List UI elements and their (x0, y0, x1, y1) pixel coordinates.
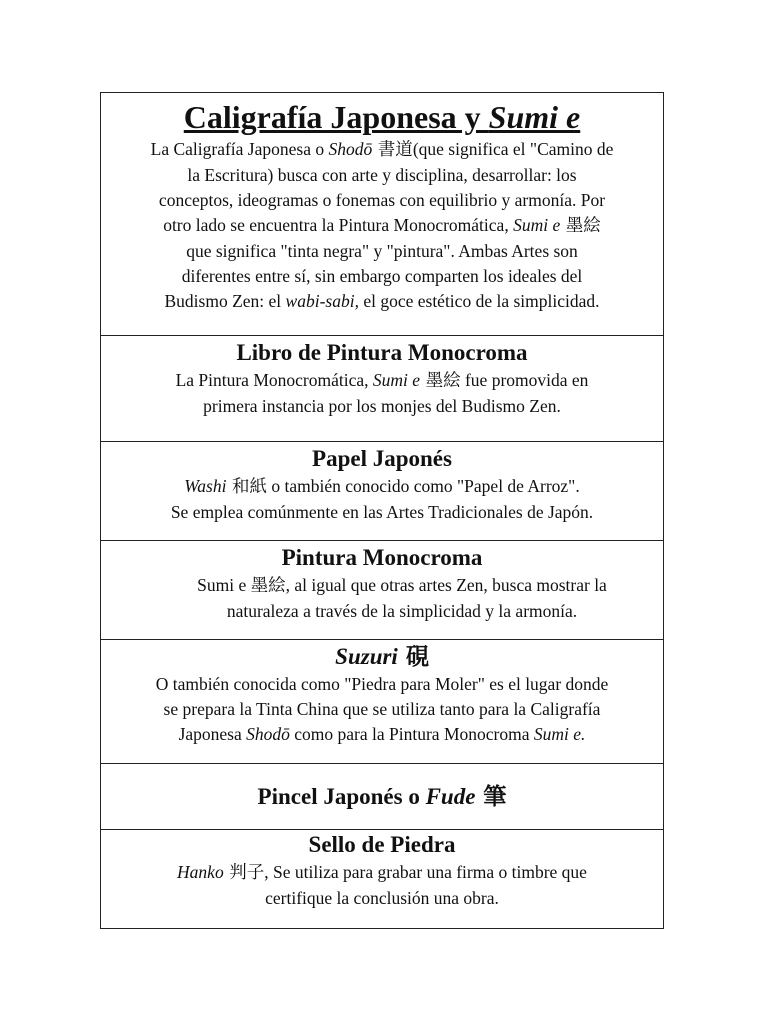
section-title-pincel: Pincel Japonés o Fude 筆 (257, 783, 507, 810)
section-text-suzuri: O también conocida como "Piedra para Moler" es el lugar donde se prepara la Tinta China que se utiliza tanto para la Caligrafía Japonesa Shodō como para la Pintura Monocroma Sumi e. (155, 674, 609, 744)
intro-paragraph: La Caligrafía Japonesa o Shodō 書道(que significa el "Camino de la Escritura) busca con arte y disciplina, desarrollar: los conceptos, ideogramas o fonemas con equilibrio y armonía. Por otro lado se encuentra la Pintura Monocromática, Sumi e 墨絵 que significa "tinta negra" y "pintura". Ambas Artes son diferentes entre sí, sin embargo comparten los ideales del Budismo Zen: el wabi-sabi, el goce estético de la simplicidad. (150, 139, 614, 311)
section-libro (101, 336, 663, 442)
section-title-suzuri: Suzuri 硯 (335, 644, 429, 670)
section-papel (101, 442, 663, 541)
section-title-pintura: Pintura Monocroma (281, 545, 483, 570)
section-pintura (101, 541, 663, 640)
section-text-papel: Washi 和紙 o también conocido como "Papel de Arroz". Se emplea comúnmente en las Artes Tradicionales de Japón. (170, 476, 594, 522)
section-text-pintura: Sumi e 墨絵, al igual que otras artes Zen, busca mostrar la naturaleza a través de la simplicidad y la armonía. (197, 575, 607, 621)
section-suzuri (101, 640, 663, 764)
page-title: Caligrafía Japonesa y Sumi e (183, 99, 581, 135)
section-pincel (101, 764, 663, 830)
section-title-libro: Libro de Pintura Monocroma (236, 340, 528, 365)
info-table (100, 92, 664, 929)
section-text-libro: La Pintura Monocromática, Sumi e 墨絵 fue promovida en primera instancia por los monjes del Budismo Zen. (175, 370, 589, 416)
section-text-sello: Hanko 判子, Se utiliza para grabar una firma o timbre que certifique la conclusión una obra. (177, 862, 587, 908)
section-title-papel: Papel Japonés (312, 446, 452, 471)
section-sello (101, 830, 663, 928)
section-title-sello: Sello de Piedra (308, 832, 456, 857)
section-caligrafia (101, 93, 663, 336)
